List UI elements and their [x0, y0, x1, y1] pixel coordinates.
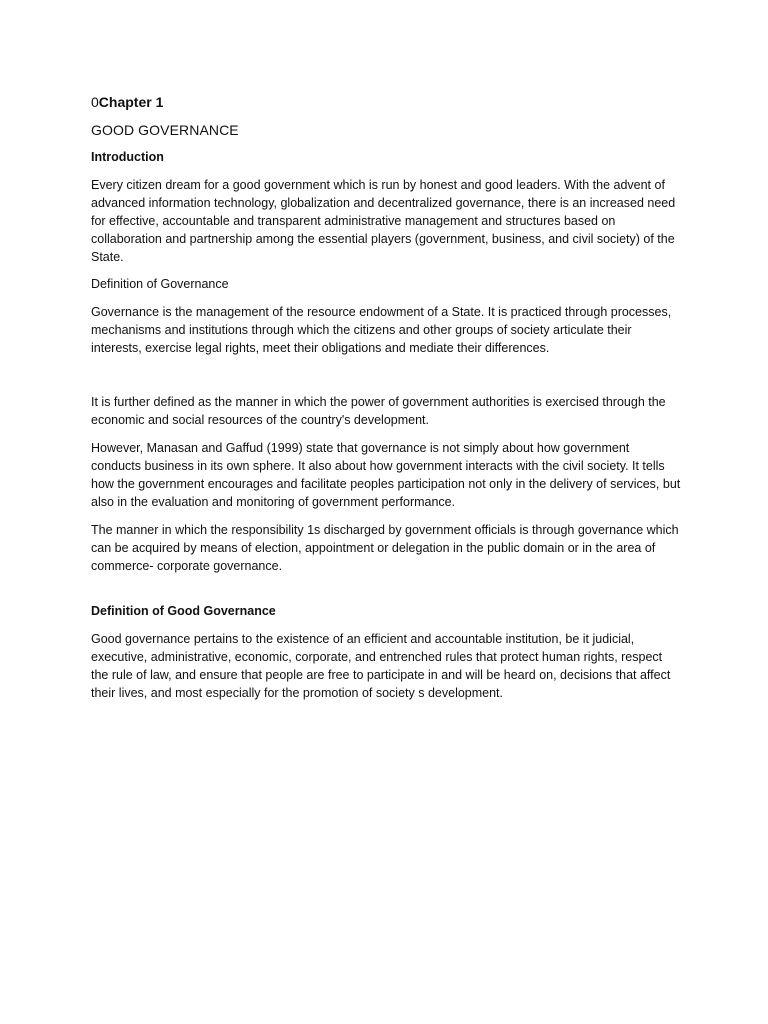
chapter-line — [91, 93, 681, 111]
chapter-prefix: 0 — [91, 94, 99, 110]
definition-governance-heading: Definition of Governance — [91, 277, 229, 291]
introduction-paragraph: Every citizen dream for a good government which is run by honest and good leaders. With the advent of advanced information technology, globalization and decentralized governance, there is an increased need for effective, accountable and transparent administrative management and structures based on collaboration and partnership among the essential players (government, business, and civil society) of the State. — [91, 178, 676, 264]
manner-paragraph: The manner in which the responsibility 1s discharged by government officials is through governance which can be acquired by means of election, appointment or delegation in the public domain or in the area of commerce- corporate governance. — [91, 523, 679, 573]
definition-governance-paragraph: Governance is the management of the resource endowment of a State. It is practiced through processes, mechanisms and institutions through which the citizens and other groups of society articulate their interests, exercise legal rights, meet their obligations and mediate their differences. — [91, 305, 672, 355]
further-defined-paragraph: It is further defined as the manner in which the power of government authorities is exercised through the economic and social resources of the country's development. — [91, 395, 666, 427]
document-title: GOOD GOVERNANCE — [91, 122, 239, 138]
document-body — [91, 93, 681, 712]
introduction-heading: Introduction — [91, 150, 164, 164]
definition-good-governance-paragraph: Good governance pertains to the existence of an efficient and accountable institution, be it judicial, executive, administrative, economic, corporate, and entrenched rules that protect human rights, respect the rule of law, and ensure that people are free to participate in and will be heard on, decisions that affect their lives, and most especially for the promotion of society s development. — [91, 632, 671, 700]
chapter-label: Chapter 1 — [98, 94, 164, 110]
spacer — [91, 585, 681, 603]
spacer — [91, 367, 681, 393]
manasan-paragraph: However, Manasan and Gaffud (1999) state that governance is not simply about how government conducts business in its own sphere. It also about how government interacts with the civil society. It tells how the government encourages and facilitate peoples participation not only in the delivery of services, but also in the evaluation and monitoring of government performance. — [91, 441, 681, 509]
definition-good-governance-heading: Definition of Good Governance — [91, 604, 276, 618]
